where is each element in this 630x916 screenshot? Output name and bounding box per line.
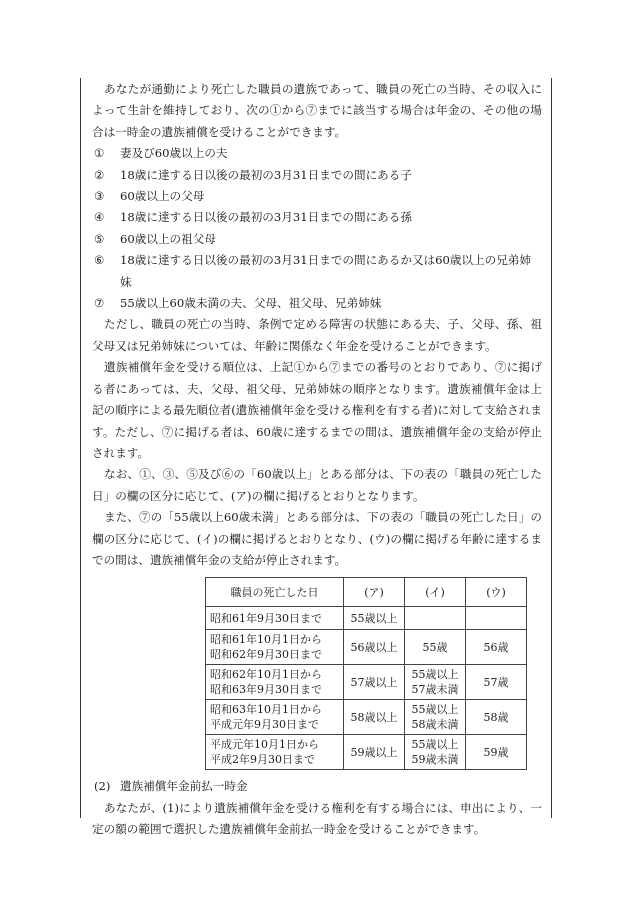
proviso-paragraph: ただし、職員の死亡の当時、条例で定める障害の状態にある夫、子、父母、孫、祖父母又は兄弟姉妹については、年齢に関係なく年金を受けることができます。	[92, 317, 542, 353]
header-a: (ア)	[344, 578, 405, 607]
left-border-rule	[80, 78, 81, 818]
list-item: ⑥ 18歳に達する日以後の最初の3月31日までの間にあるか又は60歳以上の兄弟姉妹	[94, 253, 532, 289]
list-item: ② 18歳に達する日以後の最初の3月31日までの間にある子	[94, 167, 412, 182]
cell-a: 58歳以上	[344, 700, 405, 735]
cell-c: 57歳	[466, 665, 527, 700]
table-row	[206, 735, 527, 770]
section-2-heading: (2) 遺族補償年金前払一時金	[94, 779, 248, 794]
table-row	[206, 630, 527, 665]
cell-c: 59歳	[466, 735, 527, 770]
list-item: ⑦ 55歳以上60歳未満の夫、父母、祖父母、兄弟姉妹	[94, 296, 382, 311]
cell-b: 55歳以上 59歳未満	[405, 735, 466, 770]
cell-a: 55歳以上	[344, 607, 405, 630]
table-row	[206, 665, 527, 700]
list-item: ④ 18歳に達する日以後の最初の3月31日までの間にある孫	[94, 210, 412, 225]
cell-period: 昭和62年10月1日から 昭和63年9月30日まで	[206, 665, 344, 700]
list-item: ③ 60歳以上の父母	[94, 189, 205, 204]
note-paragraph-2: また、⑦の「55歳以上60歳未満」とある部分は、下の表の「職員の死亡した日」の欄の区分に応じて、(イ)の欄に掲げるとおりとなり、(ウ)の欄に掲げる年齢に達するまでの間は、遺族補償年金の支給が停止されます。	[92, 510, 542, 567]
cell-b: 55歳以上 57歳未満	[405, 665, 466, 700]
cell-a: 59歳以上	[344, 735, 405, 770]
cell-period: 昭和61年10月1日から 昭和62年9月30日まで	[206, 630, 344, 665]
table-row	[206, 700, 527, 735]
note-paragraph-1: なお、①、③、⑤及び⑥の「60歳以上」とある部分は、下の表の「職員の死亡した日」の欄の区分に応じて、(ア)の欄に掲げるとおりとなります。	[92, 467, 542, 503]
header-c: (ウ)	[466, 578, 527, 607]
cell-b: 55歳	[405, 630, 466, 665]
cell-b	[405, 607, 466, 630]
cell-c: 56歳	[466, 630, 527, 665]
cell-b: 55歳以上 58歳未満	[405, 700, 466, 735]
age-threshold-table	[205, 577, 527, 770]
list-item: ⑤ 60歳以上の祖父母	[94, 231, 216, 246]
right-border-rule	[551, 78, 552, 818]
table-row	[206, 607, 527, 630]
cell-a: 57歳以上	[344, 665, 405, 700]
cell-c: 58歳	[466, 700, 527, 735]
order-paragraph: 遺族補償年金を受ける順位は、上記①から⑦までの番号のとおりであり、⑦に掲げる者にあっては、夫、父母、祖父母、兄弟姉妹の順序となります。遺族補償年金は上記の順序による最先順位者(遺族補償年金を受ける権利を有する者)に対して支給されます。ただし、⑦に掲げる者は、60歳に達するまでの間は、遺族補償年金の支給が停止されます。	[92, 360, 542, 460]
cell-period: 昭和63年10月1日から 平成元年9月30日まで	[206, 700, 344, 735]
cell-c	[466, 607, 527, 630]
intro-paragraph: あなたが通勤により死亡した職員の遺族であって、職員の死亡の当時、その収入によって生計を維持しており、次の①から⑦までに該当する場合は年金の、その他の場合は一時金の遺族補償を受けることができます。	[92, 82, 542, 139]
section-2-body: あなたが、(1)により遺族補償年金を受ける権利を有する場合には、申出により、一定の額の範囲で選択した遺族補償年金前払一時金を受けることができます。	[92, 800, 542, 837]
cell-period: 昭和61年9月30日まで	[206, 607, 344, 630]
cell-period: 平成元年10月1日から 平成2年9月30日まで	[206, 735, 344, 770]
cell-a: 56歳以上	[344, 630, 405, 665]
header-death-date: 職員の死亡した日	[206, 578, 344, 607]
list-item: ① 妻及び60歳以上の夫	[94, 146, 228, 161]
eligibility-list	[92, 143, 542, 314]
table-header-row	[206, 578, 527, 607]
header-b: (イ)	[405, 578, 466, 607]
content-column	[92, 79, 542, 841]
